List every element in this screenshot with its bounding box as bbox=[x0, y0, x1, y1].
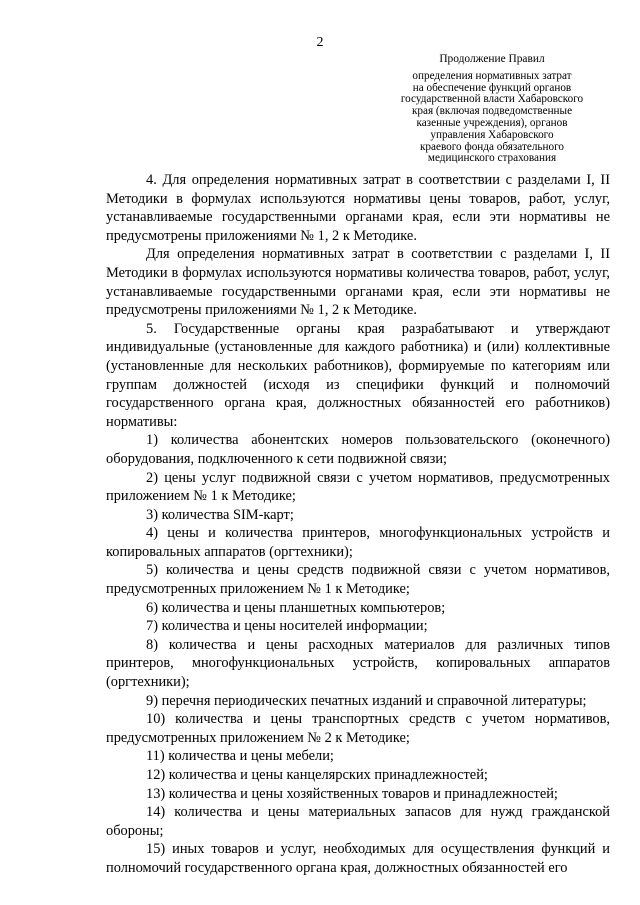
list-item: 1) количества абонентских номеров пользовательского (оконечного) оборудования, подключенного к сети подвижной связи; bbox=[106, 432, 610, 467]
list-item: 14) количества и цены материальных запасов для нужд гражданской обороны; bbox=[106, 804, 610, 839]
list-item: 7) количества и цены носителей информации; bbox=[146, 618, 428, 635]
header-line: государственной власти Хабаровского bbox=[400, 93, 584, 106]
list-item: 15) иных товаров и услуг, необходимых для осуществления функций и полномочий государственного органа края, должностных обязанностей его bbox=[106, 841, 610, 876]
header-line: казенные учреждения), органов bbox=[416, 116, 568, 129]
header-line: определения нормативных затрат bbox=[412, 69, 572, 82]
paragraph-5: 5. Государственные органы края разрабатывают и утверждают индивидуальные (установленные для каждого работника) и (или) коллективные (установленные для нескольких работников), формируемые по категориям или группам должностей (исходя из специфики функций и полномочий государственного органа края, должностных обязанностей его работников) нормативы: bbox=[106, 320, 610, 430]
list-item: 11) количества и цены мебели; bbox=[146, 748, 334, 765]
paragraph-4: 4. Для определения нормативных затрат в соответствии с разделами I, II Методики в формулах используются нормативы цены товаров, работ, услуг, устанавливаемые государственными органами края, если эти нормативы не предусмотрены приложениями № 1, 2 к Методике. bbox=[106, 172, 610, 244]
list-item: 13) количества и цены хозяйственных товаров и принадлежностей; bbox=[146, 785, 558, 802]
header-line: на обеспечение функций органов bbox=[412, 81, 572, 94]
header-line: управления Хабаровского bbox=[430, 128, 554, 141]
paragraph-quantity-norms: Для определения нормативных затрат в соответствии с разделами I, II Методики в формулах используются нормативы количества товаров, работ, услуг, устанавливаемые государственными органами края, если эти нормативы не предусмотрены приложениями № 1, 2 к Методике. bbox=[106, 246, 610, 319]
list-item: 2) цены услуг подвижной связи с учетом нормативов, предусмотренных приложением № 1 к Методике; bbox=[106, 469, 610, 505]
list-item: 10) количества и цены транспортных средств с учетом нормативов, предусмотренных приложением № 2 к Методике; bbox=[106, 711, 610, 746]
list-item: 8) количества и цены расходных материалов для различных типов принтеров, многофункциональных устройств, копировальных аппаратов (оргтехники); bbox=[106, 636, 610, 691]
body-text bbox=[106, 171, 610, 878]
list-item: 6) количества и цены планшетных компьютеров; bbox=[146, 599, 446, 616]
list-item: 3) количества SIM-карт; bbox=[146, 506, 294, 523]
list-item: 4) цены и количества принтеров, многофункциональных устройств и копировальных аппаратов (оргтехники); bbox=[106, 525, 610, 560]
page-number: 2 bbox=[316, 35, 324, 50]
continuation-header bbox=[398, 54, 586, 165]
header-line: краевого фонда обязательного bbox=[419, 140, 565, 153]
header-title: Продолжение Правил bbox=[439, 53, 545, 65]
header-line: медицинского страхования bbox=[427, 152, 557, 165]
header-line: края (включая подведомственные bbox=[411, 105, 573, 118]
list-item: 9) перечня периодических печатных изданий и справочной литературы; bbox=[146, 692, 587, 709]
list-item: 12) количества и цены канцелярских принадлежностей; bbox=[146, 767, 488, 783]
list-item: 5) количества и цены средств подвижной связи с учетом нормативов, предусмотренных приложением № 1 к Методике; bbox=[106, 562, 610, 598]
